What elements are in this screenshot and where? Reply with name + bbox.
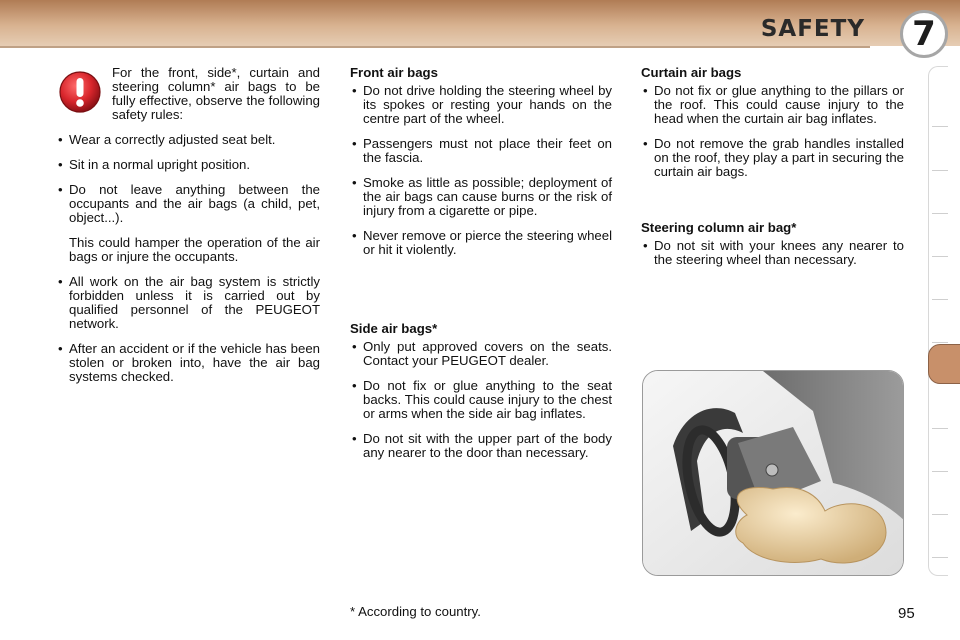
header-rule	[0, 46, 870, 48]
list-item: • Only put approved covers on the seats. Contact your PEUGEOT dealer.	[350, 340, 612, 368]
right-column	[641, 66, 904, 267]
list-item: • Do not sit with your knees any nearer to the steering wheel than necessary.	[641, 239, 904, 267]
list-item: • Do not leave anything between the occupants and the air bags (a child, pet, object...).	[56, 183, 320, 225]
tab-divider	[932, 342, 948, 343]
chapter-number-badge: 7	[900, 10, 948, 58]
side-airbags-heading: Side air bags*	[350, 321, 438, 336]
knee-airbag-drawing	[643, 371, 904, 576]
front-airbags-heading: Front air bags	[350, 65, 438, 80]
curtain-airbags-heading: Curtain air bags	[641, 65, 742, 80]
list-item: • Smoke as little as possible; deployment of the air bags can cause burns or the risk of injury from a cigarette or pipe.	[350, 176, 612, 218]
section-title: SAFETY	[760, 16, 865, 42]
tab-divider	[932, 256, 948, 257]
chapter-tab-strip	[928, 66, 950, 576]
list-item: • Wear a correctly adjusted seat belt.	[56, 133, 320, 147]
tab-divider	[932, 557, 948, 558]
list-item: • Sit in a normal upright position.	[56, 158, 320, 172]
list-item: • Passengers must not place their feet on the fascia.	[350, 137, 612, 165]
left-column	[56, 66, 320, 384]
note-paragraph: This could hamper the operation of the air bags or injure the occupants.	[69, 235, 320, 264]
tab-divider	[932, 428, 948, 429]
tab-divider	[932, 126, 948, 127]
tab-divider	[932, 514, 948, 515]
page-number: 95	[898, 605, 915, 622]
list-item: • After an accident or if the vehicle has been stolen or broken into, have the air bag systems checked.	[56, 342, 320, 384]
list-item: • Do not fix or glue anything to the seat backs. This could cause injury to the chest or arms when the side air bag inflates.	[350, 379, 612, 421]
tab-divider	[932, 471, 948, 472]
steering-airbag-illustration	[642, 370, 904, 576]
tab-divider	[932, 299, 948, 300]
footnote: * According to country.	[350, 604, 481, 619]
list-item: • Do not fix or glue anything to the pillars or the roof. This could cause injury to the head when the curtain air bag inflates.	[641, 84, 904, 126]
tab-divider	[932, 213, 948, 214]
tab-divider	[932, 170, 948, 171]
list-item: • Never remove or pierce the steering wheel or hit it violently.	[350, 229, 612, 257]
middle-column	[350, 66, 612, 460]
intro-paragraph: For the front, side*, curtain and steering column* air bags to be fully effective, observe the following safety rules:	[112, 65, 320, 122]
list-item: • Do not remove the grab handles installed on the roof, they play a part in securing the curtain air bags.	[641, 137, 904, 179]
tab-strip-frame	[928, 66, 948, 576]
list-item: • Do not drive holding the steering wheel by its spokes or resting your hands on the centre part of the wheel.	[350, 84, 612, 126]
list-item: • All work on the air bag system is strictly forbidden unless it is carried out by qualified personnel of the PEUGEOT network.	[56, 275, 320, 331]
list-item: • Do not sit with the upper part of the body any nearer to the door than necessary.	[350, 432, 612, 460]
steering-column-airbag-heading: Steering column air bag*	[641, 220, 797, 235]
active-chapter-tab[interactable]	[928, 344, 960, 384]
